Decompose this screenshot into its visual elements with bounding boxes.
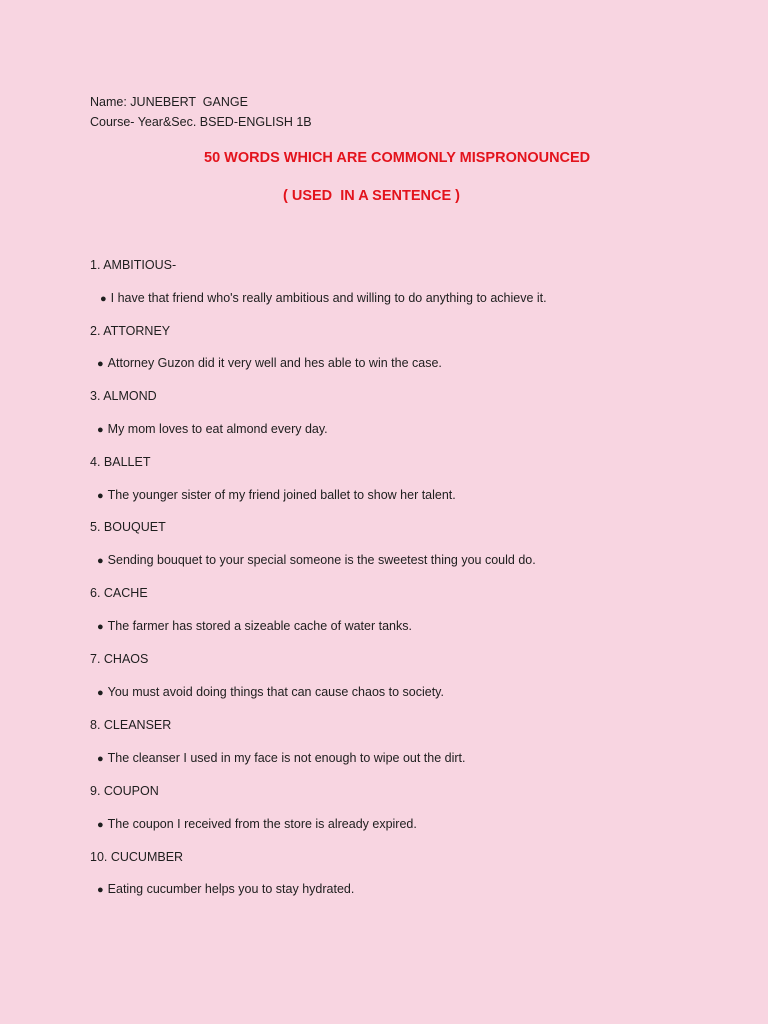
course-info: Course- Year&Sec. BSED-ENGLISH 1B — [90, 115, 312, 129]
word-heading: 6. CACHE — [90, 586, 148, 600]
word-sentence — [97, 421, 328, 438]
sentence-text: I have that friend who's really ambitious and willing to do anything to achieve it. — [110, 291, 547, 305]
word-sentence — [97, 487, 456, 504]
sentence-text: You must avoid doing things that can cause chaos to society. — [107, 685, 444, 699]
word-heading: 10. CUCUMBER — [90, 850, 184, 864]
bullet-icon: ● — [97, 490, 104, 502]
word-sentence — [97, 618, 412, 635]
bullet-icon: ● — [97, 358, 104, 370]
sentence-text: Attorney Guzon did it very well and hes able to win the case. — [107, 356, 442, 370]
word-heading: 3. ALMOND — [90, 389, 157, 403]
sentence-text: Eating cucumber helps you to stay hydrated. — [107, 882, 355, 896]
sentence-text: The younger sister of my friend joined ballet to show her talent. — [107, 488, 456, 502]
word-sentence — [97, 816, 417, 833]
word-heading: 9. COUPON — [90, 784, 159, 798]
student-name: Name: JUNEBERT GANGE — [90, 95, 248, 109]
bullet-icon: ● — [100, 293, 107, 305]
bullet-icon: ● — [97, 884, 104, 896]
sentence-text: The farmer has stored a sizeable cache of water tanks. — [107, 619, 412, 633]
word-heading: 1. AMBITIOUS- — [90, 258, 177, 272]
sentence-text: My mom loves to eat almond every day. — [107, 422, 328, 436]
bullet-icon: ● — [97, 753, 104, 765]
bullet-icon: ● — [97, 687, 104, 699]
bullet-icon: ● — [97, 819, 104, 831]
bullet-icon: ● — [97, 555, 104, 567]
word-heading: 8. CLEANSER — [90, 718, 172, 732]
word-sentence — [97, 355, 442, 372]
document-subtitle: ( USED IN A SENTENCE ) — [283, 188, 460, 204]
word-heading: 4. BALLET — [90, 455, 151, 469]
word-heading: 7. CHAOS — [90, 652, 149, 666]
document-title: 50 WORDS WHICH ARE COMMONLY MISPRONOUNCED — [204, 150, 591, 166]
word-sentence — [97, 750, 466, 767]
sentence-text: The cleanser I used in my face is not enough to wipe out the dirt. — [107, 751, 466, 765]
sentence-text: Sending bouquet to your special someone is the sweetest thing you could do. — [107, 553, 536, 567]
word-sentence — [100, 290, 547, 307]
word-sentence — [97, 684, 444, 701]
word-sentence — [97, 552, 536, 569]
word-sentence — [97, 881, 354, 898]
word-heading: 5. BOUQUET — [90, 520, 166, 534]
word-heading: 2. ATTORNEY — [90, 324, 171, 338]
bullet-icon: ● — [97, 621, 104, 633]
sentence-text: The coupon I received from the store is already expired. — [107, 817, 417, 831]
bullet-icon: ● — [97, 424, 104, 436]
